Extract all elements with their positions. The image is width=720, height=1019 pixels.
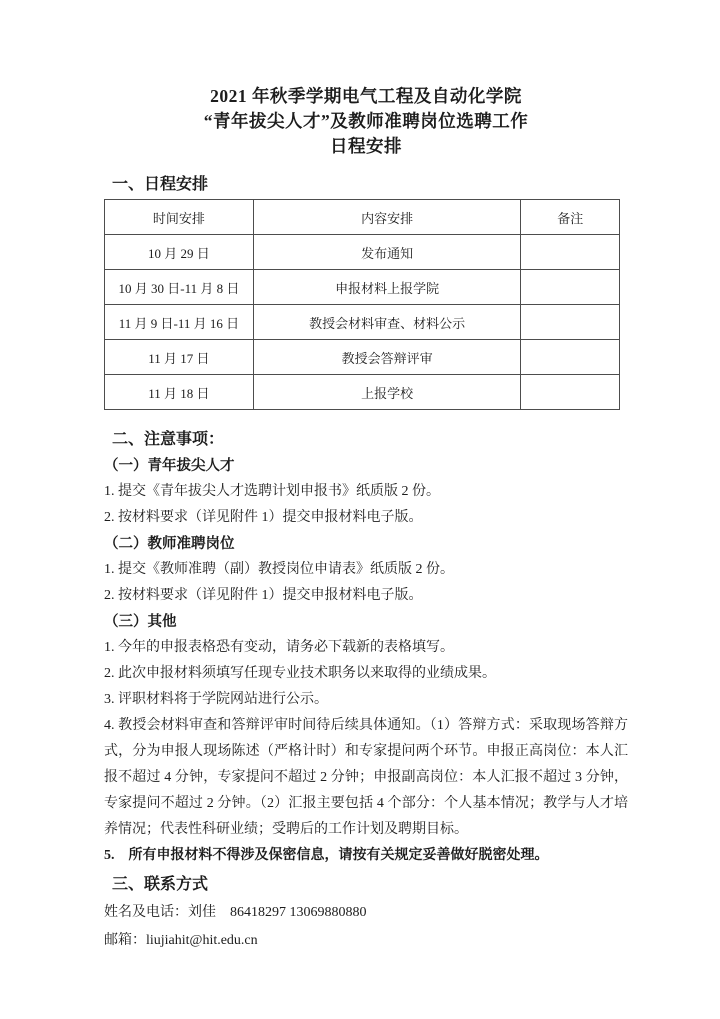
cell-note — [521, 235, 620, 270]
cell-note — [521, 340, 620, 375]
note-item: 2. 按材料要求（详见附件 1）提交申报材料电子版。 — [104, 510, 423, 525]
schedule-table — [104, 199, 620, 410]
cell-note — [521, 305, 620, 340]
subsection-other-heading: （三）其他 — [104, 614, 177, 630]
title-line-3: 日程安排 — [330, 136, 402, 156]
cell-content: 教授会答辩评审 — [253, 340, 521, 375]
cell-content: 发布通知 — [253, 235, 521, 270]
section-notes-heading: 二、注意事项： — [112, 431, 225, 448]
cell-time: 11 月 9 日-11 月 16 日 — [105, 305, 254, 340]
note-item: 1. 提交《教师准聘（副）教授岗位申请表》纸质版 2 份。 — [104, 562, 454, 577]
title-line-1: 2021 年秋季学期电气工程及自动化学院 — [210, 86, 522, 106]
document-title — [104, 84, 628, 159]
table-row — [105, 305, 620, 340]
cell-time: 11 月 18 日 — [105, 375, 254, 410]
note-item-confidentiality: 5. 所有申报材料不得涉及保密信息，请按有关规定妥善做好脱密处理。 — [104, 848, 549, 863]
title-line-2: “青年拔尖人才”及教师准聘岗位选聘工作 — [203, 111, 529, 131]
contact-name-phone: 姓名及电话：刘佳 86418297 13069880880 — [104, 905, 367, 920]
table-row — [105, 375, 620, 410]
column-header-time: 时间安排 — [105, 200, 254, 235]
note-item: 2. 此次申报材料须填写任现专业技术职务以来取得的业绩成果。 — [104, 666, 496, 681]
cell-content: 申报材料上报学院 — [253, 270, 521, 305]
note-item: 2. 按材料要求（详见附件 1）提交申报材料电子版。 — [104, 588, 423, 603]
cell-content: 教授会材料审查、材料公示 — [253, 305, 521, 340]
section-schedule-heading: 一、日程安排 — [112, 176, 209, 193]
table-row — [105, 340, 620, 375]
note-item: 1. 今年的申报表格恐有变动，请务必下载新的表格填写。 — [104, 640, 454, 655]
table-header-row — [105, 200, 620, 235]
cell-note — [521, 270, 620, 305]
note-item: 4. 教授会材料审查和答辩评审时间待后续具体通知。（1）答辩方式：采取现场答辩方式，分为申报人现场陈述（严格计时）和专家提问两个环节。申报正高岗位：本人汇报不超过 4 分钟，专家提问不超过 2 分钟；申报副高岗位：本人汇报不超过 3 分钟，专家提问不超过 2 分钟。（2）汇报主要包括 4 个部分：个人基本情况；教学与人才培养情况；代表性科研业绩；受聘后的工作计划及聘期目标。 — [104, 718, 628, 837]
subsection-teacher-post-heading: （二）教师准聘岗位 — [104, 536, 235, 552]
subsection-young-talent-heading: （一）青年拔尖人才 — [104, 458, 235, 474]
column-header-content: 内容安排 — [253, 200, 521, 235]
section-notes — [104, 427, 628, 869]
section-contact — [104, 871, 628, 955]
cell-note — [521, 375, 620, 410]
table-row — [105, 270, 620, 305]
table-row — [105, 235, 620, 270]
contact-email: 邮箱：liujiahit@hit.edu.cn — [104, 933, 258, 948]
section-contact-heading: 三、联系方式 — [112, 876, 209, 893]
cell-time: 11 月 17 日 — [105, 340, 254, 375]
note-item: 3. 评职材料将于学院网站进行公示。 — [104, 692, 328, 707]
column-header-note: 备注 — [521, 200, 620, 235]
cell-content: 上报学校 — [253, 375, 521, 410]
cell-time: 10 月 30 日-11 月 8 日 — [105, 270, 254, 305]
note-item: 1. 提交《青年拔尖人才选聘计划申报书》纸质版 2 份。 — [104, 484, 440, 499]
cell-time: 10 月 29 日 — [105, 235, 254, 270]
